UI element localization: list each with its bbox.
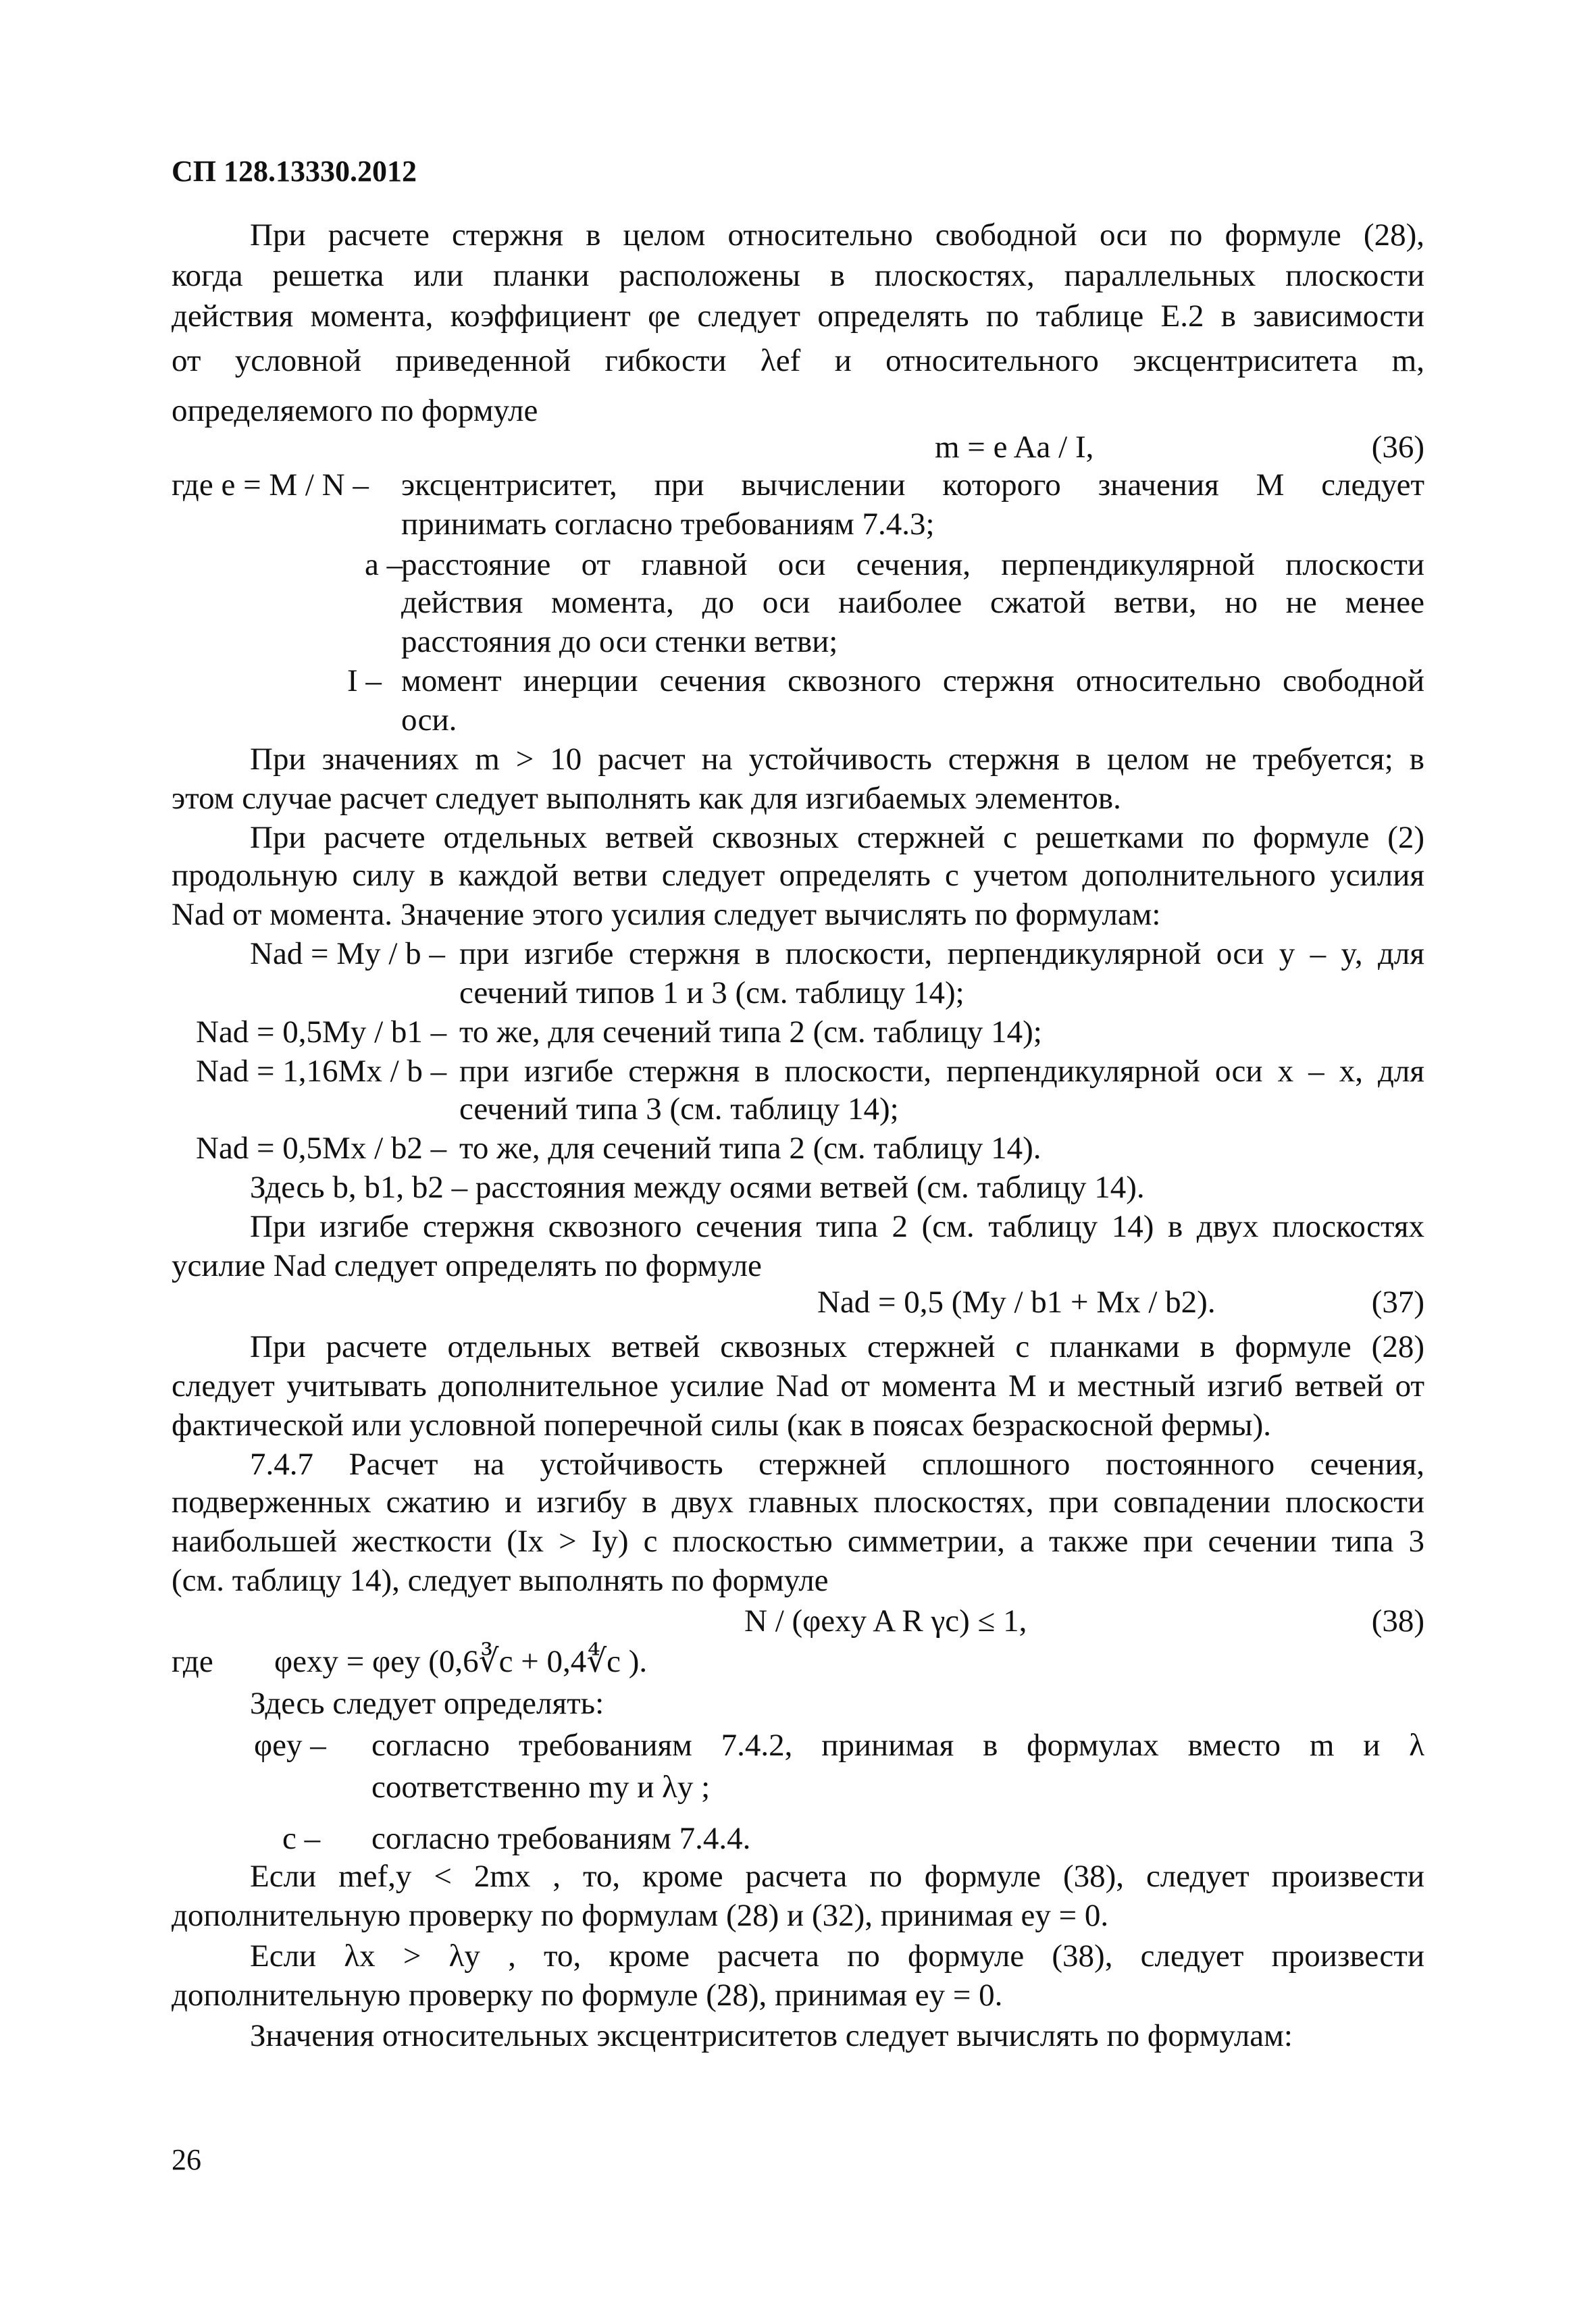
text-line: При расчете отдельных ветвей сквозных стержней с планками в формуле (28)	[250, 1329, 1424, 1364]
text-line: сечений типов 1 и 3 (см. таблицу 14);	[459, 975, 964, 1010]
text-line: согласно требованиям 7.4.4.	[371, 1821, 751, 1856]
text-line: действия момента, до оси наиболее сжатой ветви, но не менее	[401, 585, 1424, 620]
text-line: этом случае расчет следует выполнять как для изгибаемых элементов.	[172, 781, 1121, 816]
text-line: дополнительную проверку по формулам (28) и (32), принимая ey = 0.	[172, 1898, 1109, 1933]
text-line: где	[172, 1644, 213, 1679]
formula: Nad = 0,5 (My / b1 + Mx / b2).	[817, 1285, 1216, 1320]
text-line: то же, для сечений типа 2 (см. таблицу 14).	[459, 1131, 1041, 1166]
text-line: следует учитывать дополнительное усилие Nad от момента M и местный изгиб ветвей от	[172, 1368, 1424, 1404]
text-line: согласно требованиям 7.4.2, принимая в формулах вместо m и λ	[371, 1728, 1424, 1763]
text-line: то же, для сечений типа 2 (см. таблицу 14);	[459, 1014, 1042, 1050]
text-line: расстояния до оси стенки ветви;	[401, 624, 838, 659]
text-line: Nad = 0,5Mx / b2 –	[196, 1131, 447, 1166]
text-line: Nad = 1,16Mx / b –	[196, 1054, 447, 1089]
text-line: Здесь b, b1, b2 – расстояния между осями ветвей (см. таблицу 14).	[250, 1170, 1145, 1205]
text-line: I –	[347, 663, 382, 698]
text-line: При расчете стержня в целом относительно свободной оси по формуле (28),	[250, 217, 1424, 253]
text-line: Nad = 0,5My / b1 –	[196, 1014, 447, 1050]
text-line: дополнительную проверку по формуле (28), принимая ey = 0.	[172, 1978, 1003, 2013]
text-line: При расчете отдельных ветвей сквозных стержней с решетками по формуле (2)	[250, 820, 1424, 855]
text-line: 7.4.7 Расчет на устойчивость стержней сплошного постоянного сечения,	[250, 1447, 1424, 1482]
text-line: при изгибе стержня в плоскости, перпендикулярной оси x – x, для	[459, 1054, 1424, 1089]
text-line: φey –	[254, 1728, 326, 1763]
text-line: подверженных сжатию и изгибу в двух главных плоскостях, при совпадении плоскости	[172, 1485, 1424, 1520]
formula: m = e Aa / I,	[935, 430, 1094, 465]
text-line: когда решетка или планки расположены в плоскостях, параллельных плоскости	[172, 258, 1424, 293]
text-line: продольную силу в каждой ветви следует определять с учетом дополнительного усилия	[172, 858, 1424, 893]
text-line: при изгибе стержня в плоскости, перпендикулярной оси y – y, для	[459, 936, 1424, 971]
text-line: Если mef,y < 2mx , то, кроме расчета по формуле (38), следует произвести	[250, 1859, 1424, 1894]
text-line: Nad от момента. Значение этого усилия следует вычислять по формулам:	[172, 897, 1161, 932]
text-line: Если λx > λy , то, кроме расчета по формуле (38), следует произвести	[250, 1938, 1424, 1974]
text-line: определяемого по формуле	[172, 393, 538, 428]
text-line: При изгибе стержня сквозного сечения типа 2 (см. таблицу 14) в двух плоскостях	[250, 1209, 1424, 1244]
text-line: от условной приведенной гибкости λef и относительного эксцентриситета m,	[172, 343, 1424, 378]
text-line: принимать согласно требованиям 7.4.3;	[401, 507, 935, 542]
formula: N / (φexy A R γc) ≤ 1,	[744, 1603, 1027, 1639]
text-line: усилие Nad следует определять по формуле	[172, 1248, 762, 1283]
formula-number: (36)	[1371, 430, 1424, 465]
text-line: Здесь следует определять:	[250, 1686, 604, 1721]
text-line: оси.	[401, 702, 457, 738]
text-line: фактической или условной поперечной силы (как в поясах безраскосной фермы).	[172, 1408, 1271, 1443]
text-line: эксцентриситет, при вычислении которого значения M следует	[401, 467, 1424, 503]
formula-number: (38)	[1371, 1603, 1424, 1639]
text-line: При значениях m > 10 расчет на устойчивость стержня в целом не требуется; в	[250, 742, 1424, 777]
text-line: Значения относительных эксцентриситетов следует вычислять по формулам:	[250, 2018, 1293, 2053]
formula-number: (37)	[1371, 1285, 1424, 1320]
document-header: СП 128.13330.2012	[172, 155, 417, 188]
text-line: соответственно my и λy ;	[371, 1770, 711, 1805]
text-line: сечений типа 3 (см. таблицу 14);	[459, 1091, 899, 1127]
text-line: где e = M / N –	[172, 467, 369, 503]
text-line: a –	[365, 547, 403, 582]
text-line: расстояние от главной оси сечения, перпендикулярной плоскости	[401, 547, 1424, 582]
text-line: наибольшей жесткости (Ix > Iy) с плоскостью симметрии, а также при сечении типа 3	[172, 1524, 1424, 1559]
text-line: момент инерции сечения сквозного стержня относительно свободной	[401, 663, 1424, 698]
text-line: c –	[282, 1821, 321, 1856]
page-number: 26	[172, 2143, 201, 2176]
formula: φexy = φey (0,6∛c + 0,4∜c ).	[274, 1644, 648, 1679]
text-line: действия момента, коэффициент φe следует определять по таблице Е.2 в зависимости	[172, 299, 1424, 334]
text-line: Nad = My / b –	[250, 936, 445, 971]
text-line: (см. таблицу 14), следует выполнять по формуле	[172, 1563, 829, 1598]
